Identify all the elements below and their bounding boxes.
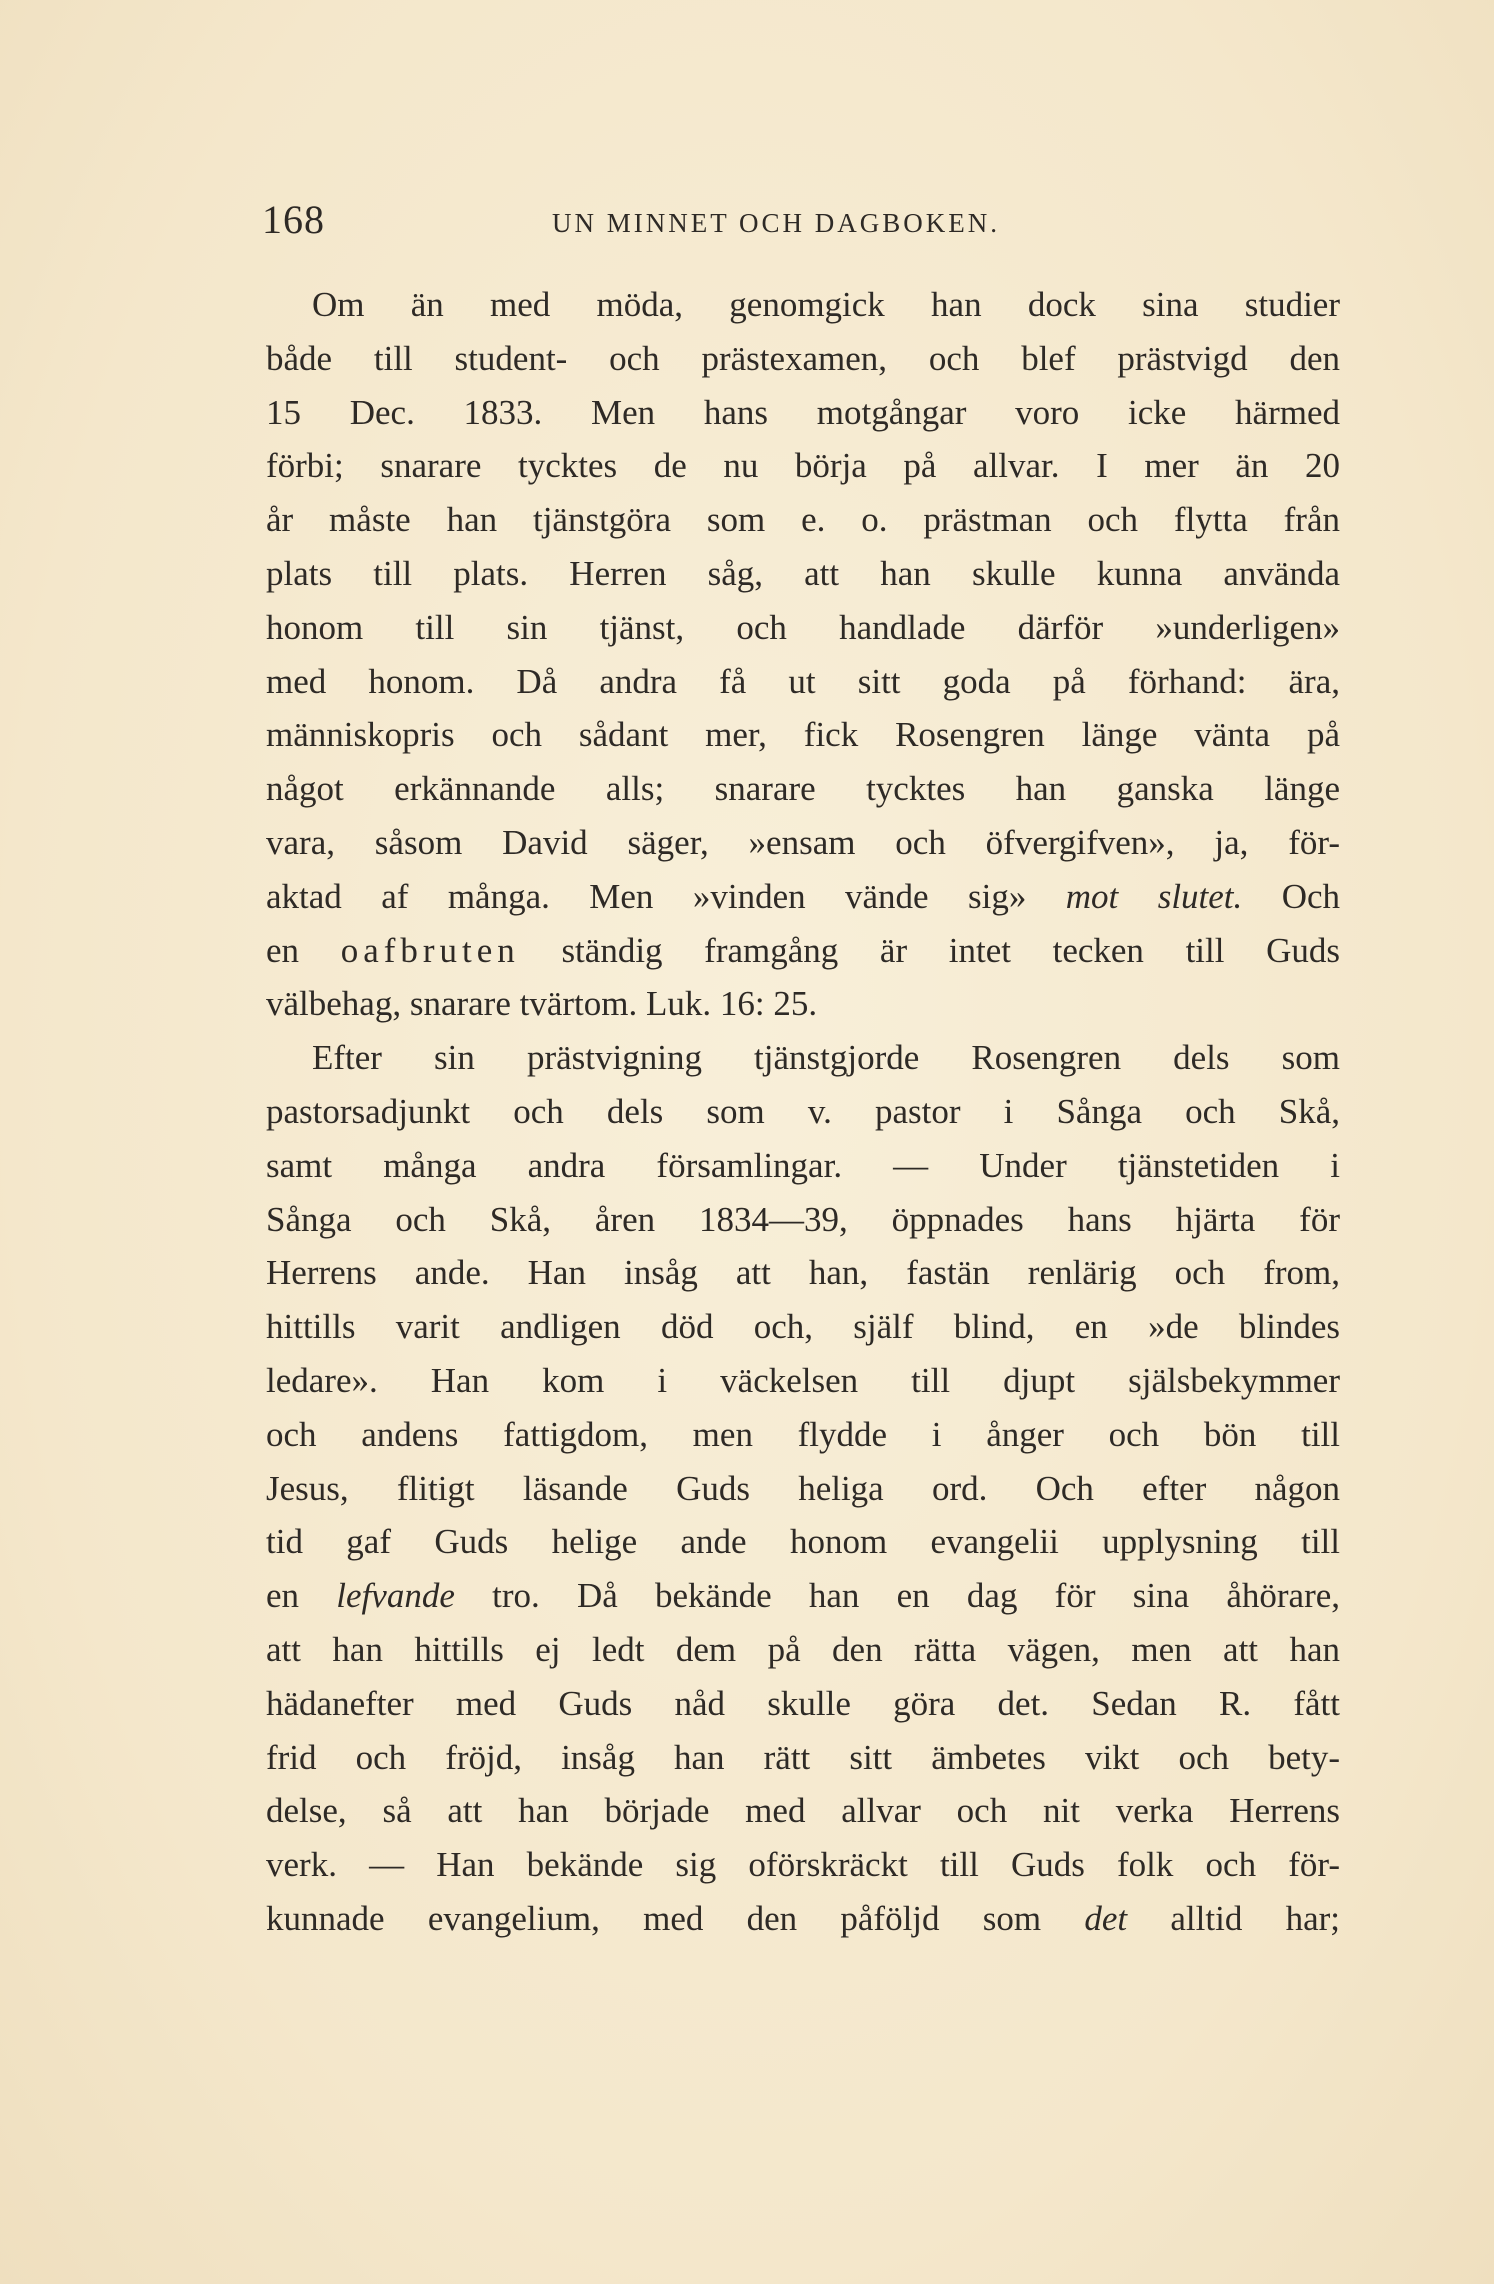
text-segment: tro. Då bekände han en dag för sina åhörare, bbox=[492, 1576, 1341, 1616]
text-line: Herrens ande. Han insåg att han, fastän renlärig och from, bbox=[266, 1253, 1340, 1293]
text-line: välbehag, snarare tvärtom. Luk. 16: 25. bbox=[266, 984, 818, 1024]
text-line: ledare». Han kom i väckelsen till djupt själsbekymmer bbox=[266, 1360, 1340, 1400]
text-line: människopris och sådant mer, fick Rosengren länge vänta på bbox=[266, 715, 1340, 755]
text-segment: kunnade evangelium, med den påföljd som bbox=[266, 1898, 1042, 1938]
text-line: och andens fattigdom, men flydde i ånger och bön till bbox=[266, 1414, 1340, 1454]
text-line: samt många andra församlingar. — Under tjänstetiden i bbox=[266, 1145, 1340, 1185]
text-line: 15 Dec. 1833. Men hans motgångar voro icke härmed bbox=[266, 392, 1340, 432]
text-segment: en bbox=[266, 1576, 300, 1616]
text-line: Jesus, flitigt läsande Guds heliga ord. Och efter någon bbox=[266, 1468, 1340, 1508]
text-line: att han hittills ej ledt dem på den rätta vägen, men att han bbox=[266, 1629, 1340, 1669]
italic-text: det bbox=[1084, 1898, 1128, 1938]
text-segment: en bbox=[266, 930, 300, 970]
italic-text: lefvande bbox=[336, 1576, 455, 1616]
text-line: hädanefter med Guds nåd skulle göra det. Sedan R. fått bbox=[266, 1683, 1340, 1723]
text-line: honom till sin tjänst, och handlade därför »underligen» bbox=[266, 607, 1340, 647]
text-segment: ständig framgång är intet tecken till Guds bbox=[561, 930, 1340, 970]
text-line: tid gaf Guds helige ande honom evangelii upplysning till bbox=[266, 1522, 1340, 1562]
text-segment: Och bbox=[1281, 876, 1341, 916]
text-line: något erkännande alls; snarare tycktes han ganska länge bbox=[266, 769, 1340, 809]
text-line: med honom. Då andra få ut sitt goda på förhand: ära, bbox=[266, 661, 1340, 701]
text-line: Sånga och Skå, åren 1834—39, öppnades hans hjärta för bbox=[266, 1199, 1340, 1239]
text-line: Efter sin prästvigning tjänstgjorde Rosengren dels som bbox=[312, 1038, 1340, 1078]
text-line bbox=[266, 1569, 1340, 1623]
text-line: pastorsadjunkt och dels som v. pastor i Sånga och Skå, bbox=[266, 1091, 1340, 1131]
text-line: både till student- och prästexamen, och blef prästvigd den bbox=[266, 338, 1340, 378]
body-text bbox=[266, 278, 1340, 1946]
text-line: Om än med möda, genomgick han dock sina studier bbox=[312, 285, 1340, 324]
text-line: vara, såsom David säger, »ensam och öfvergifven», ja, för- bbox=[266, 822, 1340, 862]
text-line: verk. — Han bekände sig oförskräckt till Guds folk och för- bbox=[266, 1845, 1340, 1885]
text-segment: aktad af många. Men »vinden vände sig» bbox=[266, 876, 1027, 916]
spaced-text: oafbruten bbox=[340, 930, 520, 970]
running-title: UN MINNET OCH DAGBOKEN. bbox=[552, 208, 1000, 238]
italic-text: mot slutet. bbox=[1065, 876, 1243, 916]
page-number: 168 bbox=[262, 197, 325, 242]
text-line: förbi; snarare tycktes de nu börja på allvar. I mer än 20 bbox=[266, 446, 1340, 486]
page-header bbox=[262, 196, 1342, 256]
text-line: hittills varit andligen död och, själf blind, en »de blindes bbox=[266, 1307, 1340, 1347]
text-line: delse, så att han började med allvar och nit verka Herrens bbox=[266, 1791, 1340, 1831]
text-segment: alltid har; bbox=[1170, 1898, 1340, 1938]
text-line bbox=[266, 870, 1340, 924]
text-line bbox=[266, 924, 1340, 978]
text-line: frid och fröjd, insåg han rätt sitt ämbetes vikt och bety- bbox=[266, 1737, 1340, 1777]
text-line: år måste han tjänstgöra som e. o. prästman och flytta från bbox=[266, 500, 1340, 540]
text-line: plats till plats. Herren såg, att han skulle kunna använda bbox=[266, 553, 1340, 593]
text-line bbox=[266, 1892, 1340, 1946]
